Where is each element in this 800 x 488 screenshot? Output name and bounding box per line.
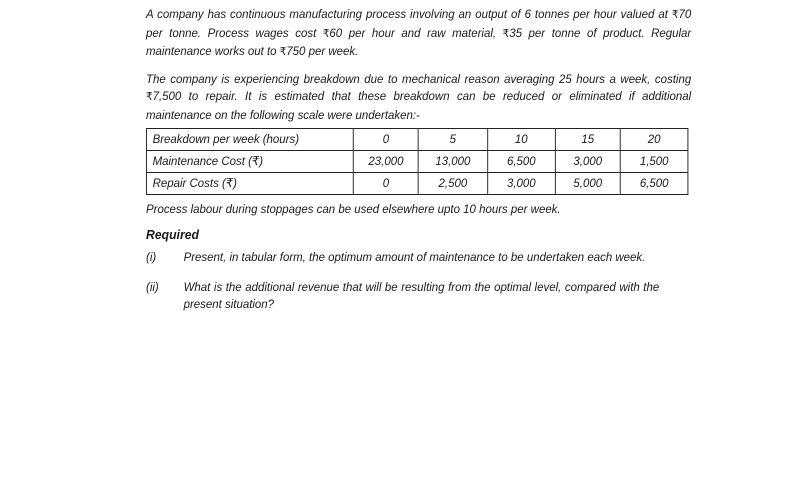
intro-text: 60 per hour and raw material, (329, 25, 503, 40)
intro-text: A company has continuous manufacturing process involving an output of 6 tonnes per hour valued at (146, 7, 672, 21)
row-label: Maintenance Cost (₹) (146, 151, 353, 173)
table-cell: 0 (354, 173, 418, 195)
table-cell: 2,500 (418, 173, 487, 195)
table-row (146, 173, 687, 195)
question-item (146, 279, 659, 314)
intro-text: 70 per tonne. Process wages cost (146, 7, 692, 40)
question-item (146, 249, 659, 267)
table-cell: 20 (620, 129, 687, 151)
rupee-symbol: ₹ (502, 27, 510, 40)
question-text: Present, in tabular form, the optimum amount of maintenance to be undertaken each week. (183, 250, 646, 264)
question-text: What is the additional revenue that will be resulting from the optimal level, compared with the present situation? (183, 279, 660, 311)
row-label: Repair Costs (₹) (146, 173, 353, 195)
table-cell: 6,500 (488, 151, 555, 173)
table-cell: 0 (354, 129, 418, 151)
intro-paragraph-2 (146, 71, 691, 125)
question-number: (i) (146, 250, 157, 264)
table-cell: 23,000 (354, 151, 418, 173)
intro-text: 750 per week. (286, 44, 359, 58)
rupee-symbol: ₹ (146, 91, 153, 103)
table-cell: 13,000 (418, 151, 487, 173)
table-cell: 15 (555, 129, 620, 151)
table-cell: 6,500 (620, 173, 687, 195)
table-cell: 3,000 (555, 151, 620, 173)
table-cell: 5 (418, 129, 487, 151)
intro-paragraph-1 (146, 6, 691, 62)
table-row (146, 151, 687, 173)
table-cell: 1,500 (620, 151, 687, 173)
rupee-symbol: ₹ (671, 9, 679, 21)
table-cell: 5,000 (555, 173, 620, 195)
question-number: (ii) (146, 279, 159, 294)
intro-text: 35 per tonne of product. Regular maintenance works out to (146, 25, 692, 58)
table-cell: 10 (488, 129, 555, 151)
intro-text: The company is experiencing breakdown due to mechanical reason averaging 25 hours a week, costing (146, 71, 692, 86)
question-document (146, 6, 692, 314)
rupee-symbol: ₹ (279, 46, 287, 58)
required-heading: Required (146, 226, 199, 242)
table-cell: 3,000 (488, 173, 555, 195)
maintenance-table (146, 128, 688, 195)
rupee-symbol: ₹ (322, 27, 330, 40)
intro-text: 7,500 to repair. It is estimated that these breakdown can be reduced or eliminated if additional maintenance on the following scale were undertaken:- (146, 89, 692, 122)
table-row (146, 129, 687, 151)
row-label: Breakdown per week (hours) (146, 129, 353, 151)
process-labour-note: Process labour during stoppages can be used elsewhere upto 10 hours per week. (146, 202, 561, 216)
